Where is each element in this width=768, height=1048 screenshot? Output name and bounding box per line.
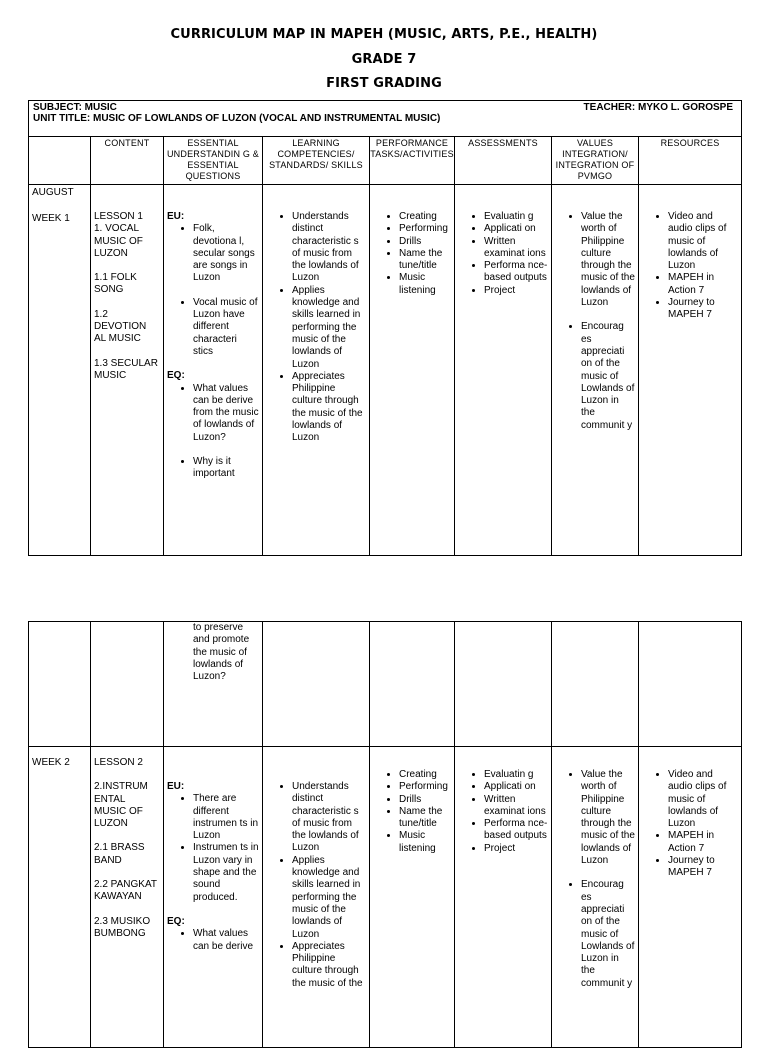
lesson-topic: 2.INSTRUM ENTAL MUSIC OF LUZON: [94, 781, 148, 830]
lesson-title: LESSON 2: [94, 757, 143, 768]
lesson-subtopic: 1.2 DEVOTION AL MUSIC: [94, 308, 147, 345]
performance-item: • Drills: [399, 794, 451, 806]
eu-item: • Vocal music of Luzon have different characteri stics: [193, 297, 259, 358]
eq-label: EQ:: [167, 370, 185, 382]
eq-item: • What values can be derive: [193, 928, 259, 953]
learning-cell: [263, 185, 369, 445]
week1-row: [29, 185, 742, 556]
values-item: • Value the worth of Philippine culture through the music of the lowlands of Luzon: [581, 211, 635, 309]
assessment-item: • Project: [484, 843, 548, 855]
unit-title: UNIT TITLE: MUSIC OF LOWLANDS OF LUZON (VOCAL AND INSTRUMENTAL MUSIC): [33, 113, 441, 124]
eu-label: EU:: [167, 211, 185, 222]
performance-item: • Name the tune/title: [399, 806, 451, 831]
col-essential: ESSENTIAL UNDERSTANDIN G & ESSENTIAL QUESTIONS: [164, 137, 263, 185]
assessment-item: • Performa nce-based outputs: [484, 818, 548, 843]
performance-item: • Performing: [399, 781, 451, 793]
essential-cell: [164, 185, 262, 481]
values-item: • Encourag es appreciati on of the music of Lowlands of Luzon in the communit y: [581, 879, 635, 990]
col-performance: PERFORMANCE TASKS/ACTIVITIES: [370, 137, 455, 185]
lesson-subtopic: 1.3 SECULAR MUSIC: [94, 357, 158, 381]
performance-item: • Creating: [399, 211, 451, 223]
col-values: VALUES INTEGRATION/ INTEGRATION OF PVMGO: [552, 137, 639, 185]
lesson-topic: 1. VOCAL MUSIC OF LUZON: [94, 223, 143, 259]
learning-item: • Understands distinct characteristic s of music from the lowlands of Luzon: [292, 211, 366, 285]
curriculum-table-page1: [28, 100, 742, 556]
resource-item: • MAPEH in Action 7: [668, 830, 738, 855]
learning-item: • Appreciates Philippine culture through the music of the: [292, 941, 366, 990]
assessment-item: • Applicati on: [484, 781, 548, 793]
col-learning: LEARNING COMPETENCIES/ STANDARDS/ SKILLS: [263, 137, 370, 185]
eq-item: • What values can be derive from the music of lowlands of Luzon?: [193, 383, 259, 444]
lesson-subtopic: 2.1 BRASS BAND: [94, 842, 145, 866]
learning-item: • Applies knowledge and skills learned in performing the music of the lowlands of Luzon: [292, 855, 366, 941]
performance-cell: [370, 185, 454, 297]
resource-item: • Video and audio clips of music of lowlands of Luzon: [668, 769, 738, 830]
essential-cell: [164, 747, 262, 953]
values-cell: [552, 747, 638, 990]
week-label: WEEK 2: [32, 757, 70, 768]
week2-row: [29, 747, 742, 1048]
content-cell: [91, 747, 163, 940]
curriculum-table-page2: [28, 621, 742, 1048]
resources-cell: [639, 747, 741, 880]
document-title: CURRICULUM MAP IN MAPEH (MUSIC, ARTS, P.E., HEALTH): [170, 27, 598, 42]
performance-item: • Music listening: [399, 830, 451, 855]
eq-continued: to preserve and promote the music of lowlands of Luzon?: [193, 622, 250, 683]
col-content: CONTENT: [91, 137, 164, 185]
lesson-subtopic: 2.2 PANGKAT KAWAYAN: [94, 879, 157, 903]
performance-item: • Creating: [399, 769, 451, 781]
continuation-row: [29, 622, 742, 747]
grade-heading: GRADE 7: [351, 52, 417, 67]
values-item: • Encourag es appreciati on of the music of Lowlands of Luzon in the communit y: [581, 321, 635, 432]
assessment-item: • Written examinat ions: [484, 794, 548, 819]
month-label: AUGUST: [32, 187, 74, 198]
assessments-cell: [455, 747, 551, 855]
eu-label: EU:: [167, 781, 185, 792]
learning-item: • Appreciates Philippine culture through the music of the lowlands of Luzon: [292, 371, 366, 445]
subject-row: [29, 101, 742, 137]
column-header-row: [29, 137, 742, 185]
resource-item: • MAPEH in Action 7: [668, 272, 738, 297]
resource-item: • Journey to MAPEH 7: [668, 855, 738, 880]
lesson-title: LESSON 1: [94, 211, 143, 222]
performance-item: • Name the tune/title: [399, 248, 451, 273]
assessment-item: • Evaluatin g: [484, 769, 548, 781]
learning-cell: [263, 747, 369, 990]
assessment-item: • Project: [484, 285, 548, 297]
grading-heading: FIRST GRADING: [326, 76, 442, 91]
learning-item: • Applies knowledge and skills learned in performing the music of the lowlands of Luzon: [292, 285, 366, 371]
eu-item: • Folk, devotiona l, secular songs are songs in Luzon: [193, 223, 259, 284]
performance-item: • Music listening: [399, 272, 451, 297]
eu-item: • Instrumen ts in Luzon vary in shape and the sound produced.: [193, 842, 259, 903]
teacher-label: TEACHER: MYKO L. GOROSPE: [583, 102, 733, 113]
resources-cell: [639, 185, 741, 322]
assessments-cell: [455, 185, 551, 297]
resource-item: • Journey to MAPEH 7: [668, 297, 738, 322]
eq-label: EQ:: [167, 915, 185, 927]
eu-item: • There are different instrumen ts in Luzon: [193, 793, 259, 842]
content-cell: [91, 185, 163, 382]
performance-item: • Drills: [399, 236, 451, 248]
lesson-subtopic: 2.3 MUSIKO BUMBONG: [94, 915, 151, 939]
values-cell: [552, 185, 638, 432]
values-item: • Value the worth of Philippine culture through the music of the lowlands of Luzon: [581, 769, 635, 867]
performance-cell: [370, 747, 454, 855]
assessment-item: • Evaluatin g: [484, 211, 548, 223]
week-label: WEEK 1: [32, 213, 70, 225]
col-resources: RESOURCES: [639, 137, 742, 185]
subject-label: SUBJECT: MUSIC: [33, 102, 117, 113]
resource-item: • Video and audio clips of music of lowlands of Luzon: [668, 211, 738, 272]
col-assessments: ASSESSMENTS: [455, 137, 552, 185]
lesson-subtopic: 1.1 FOLK SONG: [94, 272, 137, 296]
assessment-item: • Written examinat ions: [484, 236, 548, 261]
assessment-item: • Performa nce-based outputs: [484, 260, 548, 285]
eq-item: • Why is it important: [193, 456, 259, 481]
learning-item: • Understands distinct characteristic s of music from the lowlands of Luzon: [292, 781, 366, 855]
assessment-item: • Applicati on: [484, 223, 548, 235]
performance-item: • Performing: [399, 223, 451, 235]
